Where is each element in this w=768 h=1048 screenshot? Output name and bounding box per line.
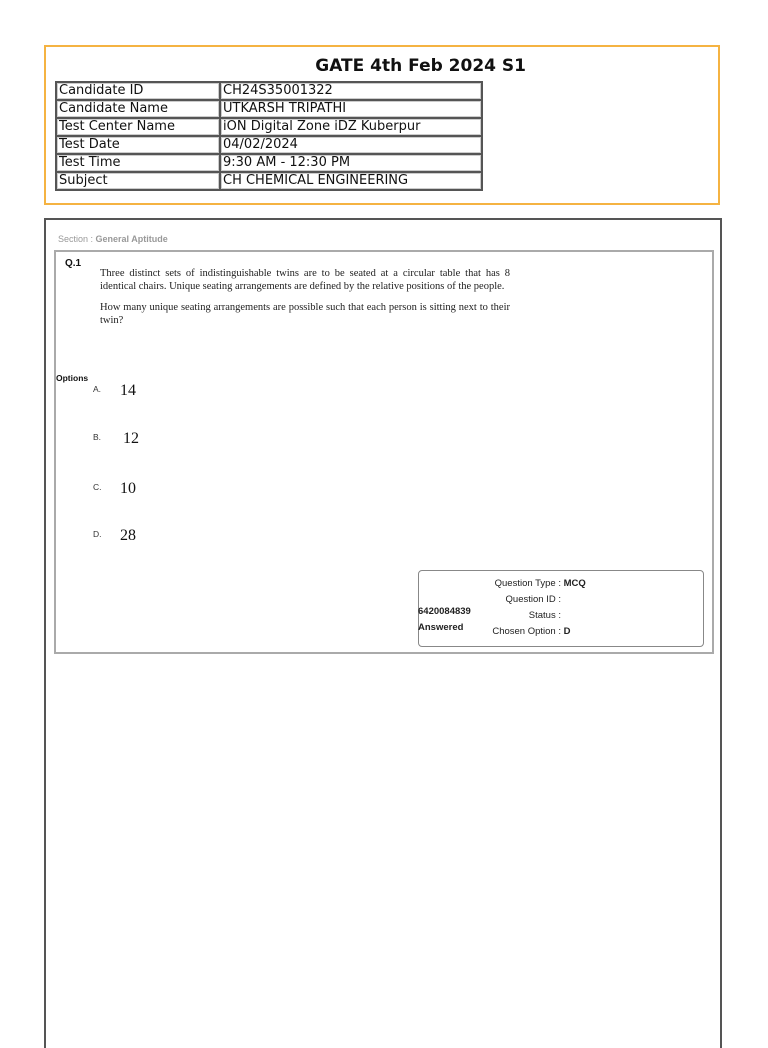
options-label: Options [56, 373, 89, 383]
meta-label: Question ID : [505, 594, 561, 605]
exam-title: GATE 4th Feb 2024 S1 [315, 56, 526, 76]
question-text [100, 267, 510, 335]
option-value: 28 [120, 527, 136, 544]
table-row [56, 82, 482, 100]
table-row [56, 154, 482, 172]
option-value: 10 [120, 480, 136, 497]
question-paragraph: How many unique seating arrangements are possible such that each person is sitting next to their twin? [100, 302, 510, 326]
table-row [56, 100, 482, 118]
table-row [56, 172, 482, 190]
meta-value: MCQ [563, 578, 586, 589]
meta-label: Question Type : [494, 578, 561, 589]
info-value: iON Digital Zone iDZ Kuberpur [220, 118, 482, 136]
info-label: Test Date [56, 136, 220, 154]
info-label: Test Time [56, 154, 220, 172]
section-name: General Aptitude [95, 234, 168, 244]
section-prefix: Section : [58, 234, 96, 244]
meta-value: Answered [418, 622, 464, 633]
table-row [56, 118, 482, 136]
option-letter: C. [93, 482, 102, 492]
meta-value: D [563, 626, 571, 637]
info-label: Test Center Name [56, 118, 220, 136]
option-letter: B. [93, 432, 102, 442]
option-value: 12 [123, 430, 139, 447]
meta-chosen-option [418, 626, 588, 638]
exam-title-wrap [44, 45, 526, 75]
meta-label: Chosen Option : [492, 626, 561, 637]
candidate-info-table [55, 81, 483, 191]
table-row [56, 136, 482, 154]
section-label [58, 234, 168, 244]
info-label: Candidate ID [56, 82, 220, 100]
meta-label: Status : [528, 610, 561, 621]
info-value: 9:30 AM - 12:30 PM [220, 154, 482, 172]
meta-question-type [418, 578, 588, 590]
option-value: 14 [120, 382, 136, 399]
option-letter: A. [93, 384, 102, 394]
option-letter: D. [93, 529, 102, 539]
info-value: 04/02/2024 [220, 136, 482, 154]
meta-value: 6420084839 [418, 606, 471, 617]
info-label: Subject [56, 172, 220, 190]
info-label: Candidate Name [56, 100, 220, 118]
question-number: Q.1 [65, 258, 82, 269]
info-value: UTKARSH TRIPATHI [220, 100, 482, 118]
info-value: CH24S35001322 [220, 82, 482, 100]
info-value: CH CHEMICAL ENGINEERING [220, 172, 482, 190]
question-paragraph: Three distinct sets of indistinguishable twins are to be seated at a circular table that has 8 identical chairs. Unique seating arrangements are defined by the relative positions of the people. [100, 268, 510, 292]
